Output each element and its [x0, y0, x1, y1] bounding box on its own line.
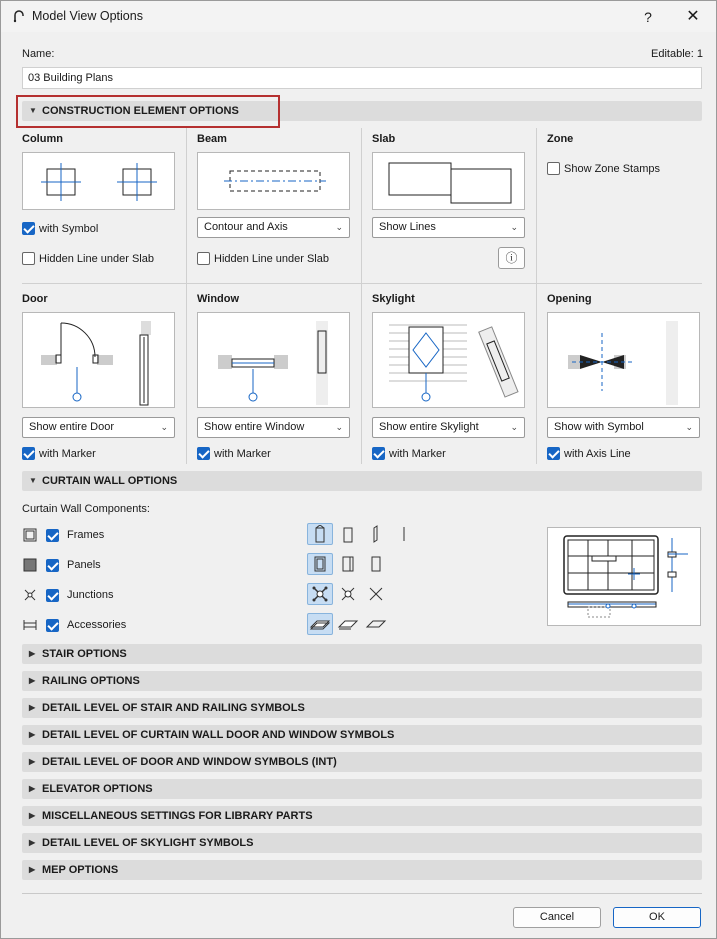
accessory-detail-simple[interactable] — [363, 613, 389, 635]
info-button[interactable] — [498, 247, 525, 269]
column-preview — [22, 152, 175, 210]
beam-hidden-line-checkbox[interactable] — [197, 252, 329, 265]
beam-preview — [197, 152, 350, 210]
section-collapsed-label: MISCELLANEOUS SETTINGS FOR LIBRARY PARTS — [42, 810, 313, 822]
window-marker-label: with Marker — [214, 447, 271, 460]
section-collapsed[interactable] — [22, 644, 702, 664]
checkbox-checked[interactable] — [22, 447, 35, 460]
skylight-select-value: Show entire Skylight — [379, 421, 479, 433]
chevron-right-icon: ▶ — [29, 865, 36, 874]
beam-hidden-line-label: Hidden Line under Slab — [214, 252, 329, 265]
section-collapsed[interactable] — [22, 833, 702, 853]
slab-preview — [372, 152, 525, 210]
door-select-value: Show entire Door — [29, 421, 114, 433]
section-collapsed[interactable] — [22, 779, 702, 799]
panels-label: Panels — [67, 559, 101, 571]
section-collapsed-label: DETAIL LEVEL OF SKYLIGHT SYMBOLS — [42, 837, 254, 849]
frames-label: Frames — [67, 529, 105, 541]
checkbox-checked[interactable] — [372, 447, 385, 460]
title-bar — [1, 1, 716, 32]
cw-row-panels — [22, 557, 101, 573]
editable-count: Editable: 1 — [651, 48, 703, 60]
chevron-right-icon: ▶ — [29, 703, 36, 712]
panels-detail-group — [307, 553, 389, 575]
checkbox-checked[interactable] — [197, 447, 210, 460]
section-collapsed[interactable] — [22, 725, 702, 745]
highlight-frame — [16, 95, 280, 128]
zone-stamps-checkbox[interactable] — [547, 162, 660, 175]
checkbox-unchecked[interactable] — [197, 252, 210, 265]
junction-icon — [22, 587, 38, 603]
opening-select-value: Show with Symbol — [554, 421, 644, 433]
accessories-checkbox[interactable] — [46, 619, 59, 632]
section-collapsed[interactable] — [22, 698, 702, 718]
skylight-marker-checkbox[interactable] — [372, 447, 446, 460]
column-hidden-line-checkbox[interactable] — [22, 252, 154, 265]
divider — [361, 284, 362, 464]
curtain-wall-components-label: Curtain Wall Components: — [22, 503, 150, 515]
door-marker-checkbox[interactable] — [22, 447, 96, 460]
junction-detail-simple[interactable] — [363, 583, 389, 605]
door-preview — [22, 312, 175, 408]
divider — [536, 128, 537, 283]
section-collapsed[interactable] — [22, 752, 702, 772]
junctions-checkbox[interactable] — [46, 589, 59, 602]
frame-icon — [22, 527, 38, 543]
skylight-display-select[interactable] — [372, 417, 525, 438]
window-marker-checkbox[interactable] — [197, 447, 271, 460]
zone-title: Zone — [547, 133, 574, 145]
section-collapsed-label: ELEVATOR OPTIONS — [42, 783, 153, 795]
section-collapsed-label: STAIR OPTIONS — [42, 648, 127, 660]
checkbox-unchecked[interactable] — [547, 162, 560, 175]
opening-axis-checkbox[interactable] — [547, 447, 631, 460]
accessories-detail-group — [307, 613, 389, 635]
chevron-down-icon: ⌄ — [685, 422, 693, 432]
chevron-right-icon: ▶ — [29, 730, 36, 739]
chevron-down-icon: ⌄ — [335, 222, 343, 232]
checkbox-checked[interactable] — [547, 447, 560, 460]
chevron-down-icon: ⌄ — [510, 422, 518, 432]
curtain-wall-preview — [547, 527, 701, 626]
section-collapsed[interactable] — [22, 860, 702, 880]
close-button[interactable]: ✕ — [686, 8, 700, 25]
column-with-symbol-checkbox[interactable] — [22, 222, 98, 235]
checkbox-unchecked[interactable] — [22, 252, 35, 265]
junctions-detail-group — [307, 583, 389, 605]
accessory-detail-full[interactable] — [307, 613, 333, 635]
frame-detail-simple[interactable] — [363, 523, 389, 545]
column-title: Column — [22, 133, 63, 145]
cw-row-junctions — [22, 587, 113, 603]
section-collapsed[interactable] — [22, 671, 702, 691]
frame-detail-line[interactable] — [391, 523, 417, 545]
chevron-down-icon: ▼ — [29, 106, 37, 115]
slab-title: Slab — [372, 133, 396, 145]
slab-display-select[interactable] — [372, 217, 525, 238]
opening-axis-label: with Axis Line — [564, 447, 631, 460]
accessory-detail-outline[interactable] — [335, 613, 361, 635]
opening-display-select[interactable] — [547, 417, 700, 438]
chevron-down-icon: ▼ — [29, 476, 37, 485]
divider — [536, 284, 537, 464]
beam-display-select[interactable] — [197, 217, 350, 238]
skylight-title: Skylight — [372, 293, 415, 305]
checkbox-checked[interactable] — [22, 222, 35, 235]
name-label: Name: — [22, 48, 55, 60]
beam-select-value: Contour and Axis — [204, 221, 288, 233]
footer-divider — [22, 893, 702, 894]
chevron-right-icon: ▶ — [29, 838, 36, 847]
window-display-select[interactable] — [197, 417, 350, 438]
chevron-right-icon: ▶ — [29, 676, 36, 685]
window-title: Window — [197, 293, 240, 305]
window-title: Model View Options — [32, 9, 143, 23]
opening-preview — [547, 312, 700, 408]
panel-detail-simple[interactable] — [363, 553, 389, 575]
column-hidden-line-label: Hidden Line under Slab — [39, 252, 154, 265]
chevron-right-icon: ▶ — [29, 649, 36, 658]
section-collapsed-label: DETAIL LEVEL OF CURTAIN WALL DOOR AND WINDOW SYMBOLS — [42, 729, 395, 741]
window-select-value: Show entire Window — [204, 421, 305, 433]
section-curtain-wall[interactable] — [22, 471, 702, 491]
chevron-right-icon: ▶ — [29, 784, 36, 793]
divider — [22, 283, 702, 284]
door-title: Door — [22, 293, 48, 305]
beam-title: Beam — [197, 133, 227, 145]
opening-title: Opening — [547, 293, 592, 305]
divider — [186, 128, 187, 283]
panels-checkbox[interactable] — [46, 559, 59, 572]
chevron-right-icon: ▶ — [29, 757, 36, 766]
window-preview — [197, 312, 350, 408]
frames-checkbox[interactable] — [46, 529, 59, 542]
skylight-preview — [372, 312, 525, 408]
slab-select-value: Show Lines — [379, 221, 436, 233]
skylight-marker-label: with Marker — [389, 447, 446, 460]
archicad-icon — [12, 9, 26, 23]
zone-stamps-label: Show Zone Stamps — [564, 162, 660, 175]
section-construction-label: CONSTRUCTION ELEMENT OPTIONS — [42, 105, 239, 117]
frame-detail-outline[interactable] — [335, 523, 361, 545]
ok-button[interactable]: OK — [613, 907, 701, 928]
junction-detail-full[interactable] — [307, 583, 333, 605]
section-collapsed-label: MEP OPTIONS — [42, 864, 119, 876]
column-with-symbol-label: with Symbol — [39, 222, 99, 235]
section-collapsed-label: DETAIL LEVEL OF STAIR AND RAILING SYMBOLS — [42, 702, 305, 714]
section-collapsed-label: DETAIL LEVEL OF DOOR AND WINDOW SYMBOLS (INT) — [42, 756, 337, 768]
divider — [361, 128, 362, 283]
section-collapsed-label: RAILING OPTIONS — [42, 675, 140, 687]
junctions-label: Junctions — [67, 589, 114, 601]
door-display-select[interactable] — [22, 417, 175, 438]
name-field[interactable]: 03 Building Plans — [22, 67, 702, 89]
section-curtain-wall-label: CURTAIN WALL OPTIONS — [42, 475, 178, 487]
cancel-button[interactable]: Cancel — [513, 907, 601, 928]
panel-detail-outline[interactable] — [335, 553, 361, 575]
section-collapsed[interactable] — [22, 806, 702, 826]
chevron-down-icon: ⌄ — [510, 222, 518, 232]
chevron-down-icon: ⌄ — [335, 422, 343, 432]
frame-detail-full[interactable] — [307, 523, 333, 545]
accessory-icon — [22, 617, 38, 633]
panel-detail-full[interactable] — [307, 553, 333, 575]
panel-icon — [22, 557, 38, 573]
cw-row-accessories — [22, 617, 126, 633]
junction-detail-outline[interactable] — [335, 583, 361, 605]
frames-detail-group — [307, 523, 417, 545]
chevron-right-icon: ▶ — [29, 811, 36, 820]
help-button[interactable]: ? — [644, 9, 652, 25]
cw-row-frames — [22, 527, 104, 543]
chevron-down-icon: ⌄ — [160, 422, 168, 432]
accessories-label: Accessories — [67, 619, 127, 631]
door-marker-label: with Marker — [39, 447, 96, 460]
info-icon: ⓘ — [505, 251, 518, 265]
divider — [186, 284, 187, 464]
